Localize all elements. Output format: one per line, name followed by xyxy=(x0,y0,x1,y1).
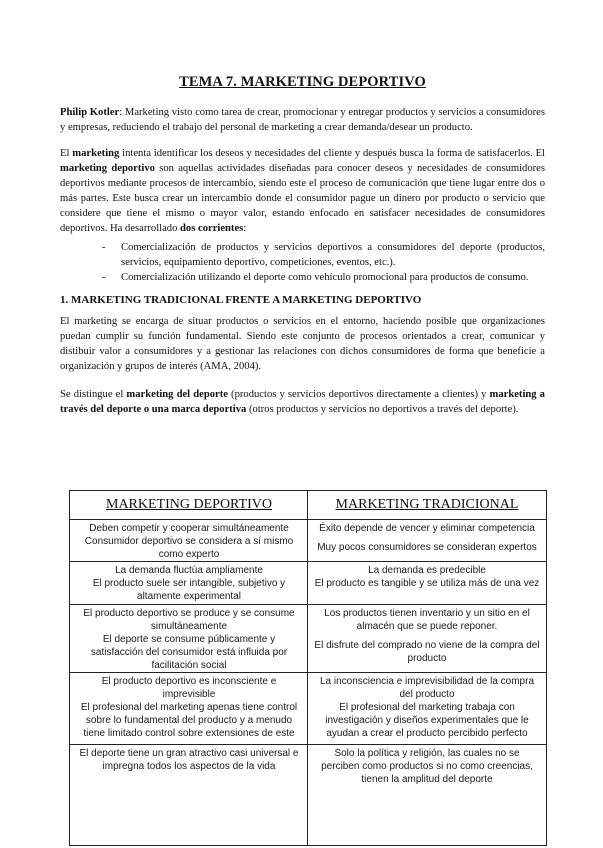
cell-line: El producto deportivo se produce y se consume simultáneamente xyxy=(83,608,295,632)
cell-line: El deporte se consume públicamente y satisfacción del consumidor está influida por facilitación social xyxy=(90,634,288,671)
bold-term-dos-corrientes: dos corrientes xyxy=(180,223,244,234)
bullet-dash: - xyxy=(102,272,106,283)
table-row xyxy=(70,673,546,745)
table-cell-left xyxy=(70,745,308,787)
table-cell-right xyxy=(308,605,546,673)
cell-line: Éxito depende de vencer y eliminar competencia xyxy=(319,523,535,534)
bold-term-marketing-del-deporte: marketing del deporte xyxy=(126,389,228,400)
table-cell-left xyxy=(70,673,308,745)
cell-line: Muy pocos consumidores se consideran expertos xyxy=(317,542,537,553)
cell-line: Solo la política y religión, las cuales no se perciben como productos si no como creencias, tienen la amplitud del deporte xyxy=(321,748,533,785)
author-name: Philip Kotler xyxy=(60,107,120,118)
text-run: (productos y servicios deportivos directamente a clientes) y xyxy=(227,389,490,400)
header-marketing-tradicional: MARKETING TRADICIONAL xyxy=(308,491,546,520)
table-cell-right xyxy=(308,562,546,605)
cell-line: El disfrute del comprado no viene de la compra del producto xyxy=(314,640,540,664)
table-row xyxy=(70,520,546,562)
text-run: Se distingue el xyxy=(60,389,127,400)
table-row xyxy=(70,745,546,787)
text-run: intenta identificar los deseos y necesidades del cliente y después busca la forma de satisfacerlos. El xyxy=(119,148,545,159)
section-paragraph: El marketing se encarga de situar productos o servicios en el entorno, haciendo posible que organizaciones puedan cumplir su función fundamental. Siendo este conjunto de procesos orientados a crear, comunicar y distibuir valor a consumidores y a gestionar las relaciones con dichos consumidores de forma que beneficie a organización y grupos de interés (AMA, 2004). xyxy=(60,316,545,372)
cell-line: Consumidor deportivo se considera a sí mismo como experto xyxy=(84,536,294,560)
distinction-paragraph xyxy=(60,387,545,417)
cell-line: El producto es tangible y se utiliza más de una vez xyxy=(314,578,540,589)
bold-term-marketing: marketing xyxy=(72,148,120,159)
header-marketing-deportivo: MARKETING DEPORTIVO xyxy=(70,491,308,520)
cell-line: El deporte tiene un gran atractivo casi universal e impregna todos los aspectos de la vida xyxy=(79,748,299,772)
text-run: (otros productos y servicios no deportivos a través del deporte). xyxy=(246,404,519,415)
table-cell-right xyxy=(308,745,546,787)
comparison-table xyxy=(69,490,547,846)
table-cell-left xyxy=(70,562,308,605)
marketing-paragraph xyxy=(60,146,545,236)
cell-line: La inconsciencia e imprevisibilidad de la compra del producto xyxy=(320,676,534,700)
cell-line: El producto deportivo es inconsciente e imprevisible xyxy=(101,676,277,700)
list-item xyxy=(102,240,545,270)
cell-line: El profesional del marketing trabaja con investigación y diseños experimentales que le ayudan a crear el producto percibido perfecto xyxy=(325,702,529,739)
list-item-text: Comercialización utilizando el deporte como vehículo promocional para productos de consumo. xyxy=(121,272,529,283)
list-item xyxy=(102,270,545,285)
table-header-row xyxy=(70,491,546,520)
cell-line: La demanda fluctúa ampliamente xyxy=(115,565,263,576)
page-title: TEMA 7. MARKETING DEPORTIVO xyxy=(179,74,426,90)
text-run: : xyxy=(243,223,247,234)
bold-term-marketing-deportivo: marketing deportivo xyxy=(60,163,155,174)
list-item-text: Comercialización de productos y servicios deportivos a consumidores del deporte (productos, servicios, equipamiento deportivo, competiciones, eventos, etc.). xyxy=(121,242,545,268)
bullet-dash: - xyxy=(102,242,106,253)
kotler-definition xyxy=(60,105,545,135)
cell-line: El producto suele ser intangible, subjetivo y altamente experimental xyxy=(92,578,286,602)
corrientes-list xyxy=(60,240,545,285)
cell-line: La demanda es predecible xyxy=(368,565,486,576)
kotler-text: : Marketing visto como tarea de crear, promocionar y entregar productos y servicios a consumidores y empresas, reduciendo el trabajo del personal de marketing a crear demanda/desear un producto. xyxy=(60,107,545,133)
cell-line: Los productos tienen inventario y un sitio en el almacén que se puede reponer. xyxy=(324,608,530,632)
bold-term-marketing-a-traves: marketing a través del deporte o una marca deportiva xyxy=(60,389,545,415)
table-cell-left xyxy=(70,605,308,673)
table-cell-right xyxy=(308,520,546,562)
cell-line: Deben competir y cooperar simultáneamente xyxy=(89,523,289,534)
text-run: son aquellas actividades diseñadas para conocer deseos y necesidades de consumidores deportivos mediante procesos de intercambio, siendo este el proceso de comunicación que tiene lugar entre dos o más partes. Este busca crear un intercambio donde el consumidor pague un dinero por producto o servicio que considere que tiene el mismo o mayor valor, estando enfocado en satisfacer necesidades de consumidores deportivos. Ha desarrollado xyxy=(60,163,546,234)
section-heading: 1. MARKETING TRADICIONAL FRENTE A MARKETING DEPORTIVO xyxy=(60,294,422,306)
text-run: El xyxy=(60,148,73,159)
table-cell-left xyxy=(70,520,308,562)
table-row xyxy=(70,605,546,673)
cell-line: El profesional del marketing apenas tiene control sobre lo fundamental del producto y a menudo tiene limitado control sobre extensiones de este xyxy=(80,702,298,739)
table-row xyxy=(70,562,546,605)
table-cell-right xyxy=(308,673,546,745)
column-divider xyxy=(307,491,308,845)
